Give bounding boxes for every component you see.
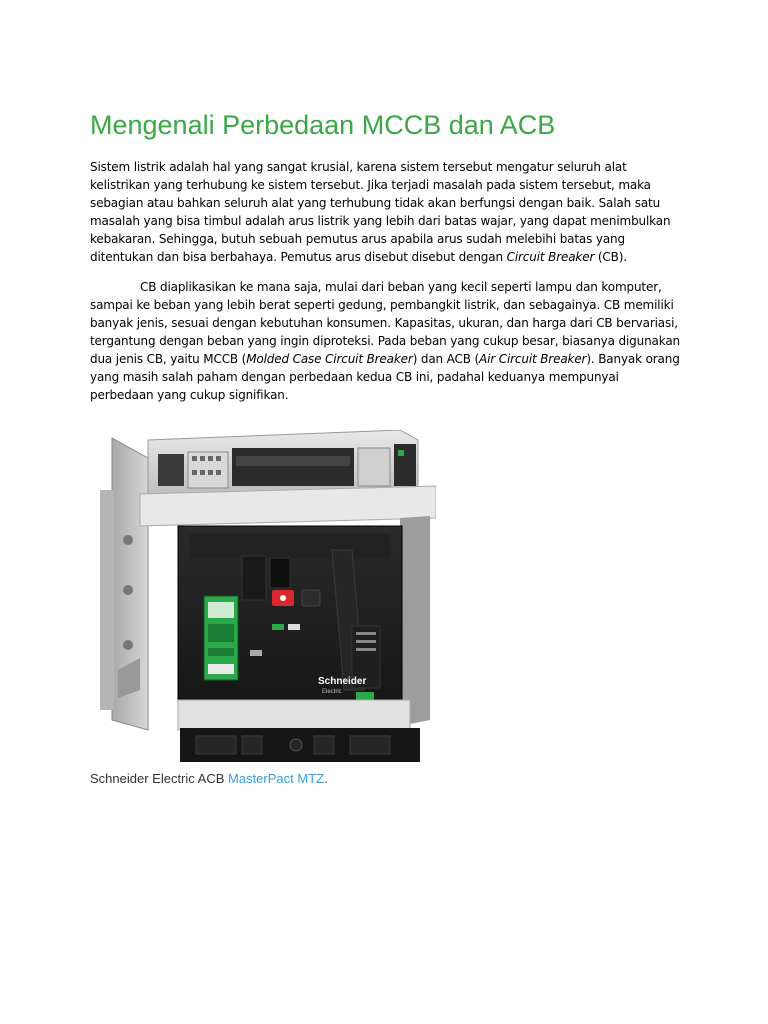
caption-end: . <box>324 771 328 786</box>
term-acb: Air Circuit Breaker <box>479 352 587 366</box>
breaker-base <box>178 700 420 762</box>
article <box>90 108 682 404</box>
brand-logo-text: Schneider <box>318 676 367 687</box>
top-terminal-block <box>148 430 418 496</box>
intro-paragraph <box>90 158 682 266</box>
body-text-mid: ) dan ACB ( <box>412 352 480 366</box>
acb-product-image <box>100 430 436 765</box>
term-circuit-breaker: Circuit Breaker <box>506 250 595 264</box>
right-chassis-side <box>400 516 430 726</box>
breaker-body <box>178 526 402 728</box>
body-text-end: ). Banyak orang yang masih salah paham dengan perbedaan kedua CB ini, padahal keduanya mempunyai perbedaan yang cukup signifikan. <box>90 352 680 402</box>
trip-unit-display <box>208 602 234 618</box>
masterpact-mtz-link[interactable]: MasterPact MTZ <box>228 771 325 786</box>
body-text: CB diaplikasikan ke mana saja, mulai dari beban yang kecil seperti lampu dan komputer, sampai ke beban yang lebih berat seperti gedung, pembangkit listrik, dan sebagainya. CB memiliki banyak jenis, sesuai dengan kebutuhan konsumen. Kapasitas, ukuran, dan harga dari CB bervariasi, tergantung dengan beban yang ingin diproteksi. Pada beban yang cukup besar, biasanya digunakan dua jenis CB, yaitu MCCB ( <box>90 280 680 366</box>
left-chassis-side <box>100 438 148 730</box>
body-paragraph <box>90 278 682 404</box>
intro-text-end: (CB). <box>594 250 627 264</box>
caption-text: Schneider Electric ACB <box>90 771 229 786</box>
on-button[interactable] <box>302 590 320 606</box>
article-title: Mengenali Perbedaan MCCB dan ACB <box>90 110 556 140</box>
brand-logo-subtext: Electric <box>322 689 342 695</box>
intro-text: Sistem listrik adalah hal yang sangat krusial, karena sistem tersebut mengatur seluruh alat kelistrikan yang terhubung ke sistem tersebut. Jika terjadi masalah pada sistem tersebut, maka sebagian atau bahkan seluruh alat yang terhubung tidak akan berfungsi dengan baik. Salah satu masalah yang bisa timbul adalah arus listrik yang lebih dari batas wajar, yang dapat menimbulkan kebakaran. Sehingga, butuh sebuah pemutus arus apabila arus sudah melebihi batas yang ditentukan dan bisa berbahaya. Pemutus arus disebut disebut dengan <box>90 160 671 264</box>
term-mccb: Molded Case Circuit Breaker <box>246 352 413 366</box>
figure-caption <box>90 771 328 786</box>
